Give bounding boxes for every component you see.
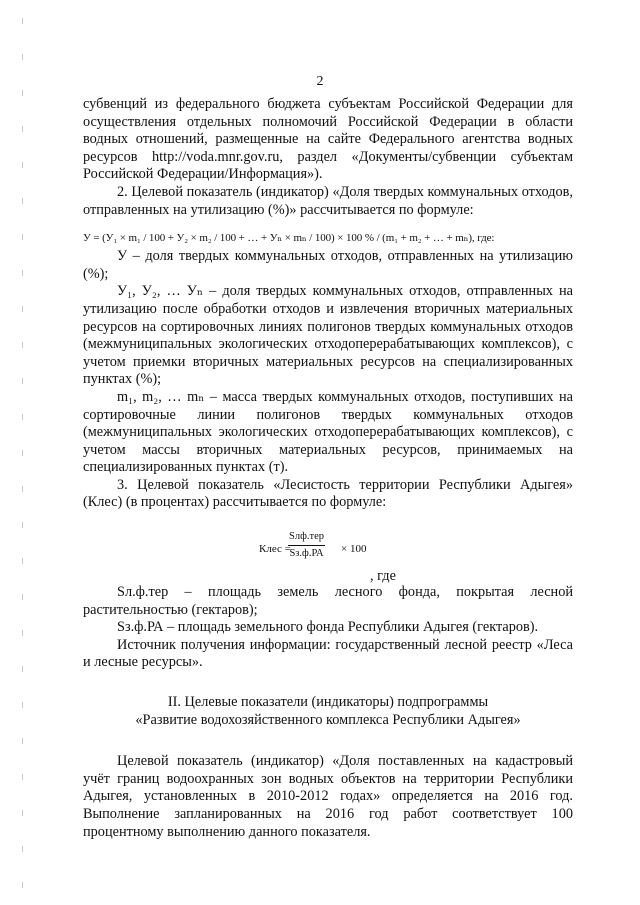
binding-margin-dashes bbox=[22, 0, 23, 905]
formula-forest-cover bbox=[83, 530, 573, 568]
formula-tail: , где bbox=[370, 568, 396, 585]
definition-land-area: Sз.ф.РА – площадь земельного фонда Республики Адыгея (гектаров). bbox=[117, 619, 539, 636]
paragraph-indicator-3: 3. Целевой показатель «Лесистость территории Республики Адыгея» (Клес) (в процентах) рассчитывается по формуле: bbox=[83, 476, 573, 511]
document-body bbox=[83, 96, 573, 841]
page-number: 2 bbox=[316, 74, 324, 89]
definition-u1-un: У₁, У₂, … Уₙ – доля твердых коммунальных отходов, отправленных на утилизацию после обработки отходов и извлечения вторичных материальных ресурсов на сортировочных линиях полигонов твердых коммунальных отходов (межмуниципальных экологических отходоперерабатывающих комплексов), с учетом приемки вторичных материальных ресурсов на специализированных пунктах (%); bbox=[83, 283, 573, 388]
paragraph-water-zones: Целевой показатель (индикатор) «Доля поставленных на кадастровый учёт границ водоохранных зон водных объектов на территории Республики Адыгея, установленных в 2010-2012 годах» определяется на 2016 год. Выполнение запланированных на 2016 год работ соответствует 100 процентному выполнению данного показателя. bbox=[83, 753, 573, 840]
definition-m1-mn: m₁, m₂, … mₙ – масса твердых коммунальных отходов, поступивших на сортировочные линии полигонов твердых коммунальных отходов (межмуниципальных экологических отходоперерабатывающих комплексов), с учетом массы вторичных материальных ресурсов, принимаемых на специализированных пунктах (т). bbox=[83, 388, 573, 476]
section-gap bbox=[83, 729, 573, 753]
definition-forest-area: Sл.ф.тер – площадь земель лесного фонда, покрытая лесной растительностью (гектаров); bbox=[83, 584, 573, 618]
paragraph-indicator-2: 2. Целевой показатель (индикатор) «Доля твердых коммунальных отходов, отправленных на утилизацию (%)» рассчитывается по формуле: bbox=[83, 183, 573, 218]
formula-rhs: × 100 bbox=[341, 543, 367, 556]
section-heading-line2: «Развитие водохозяйственного комплекса Республики Адыгея» bbox=[135, 711, 521, 728]
formula-waste-share: У = (У₁ × m₁ / 100 + У₂ × m₂ / 100 + … + Уₙ × mₙ / 100) × 100 % / (m₁ + m₂ + … + mₙ), где: bbox=[83, 232, 495, 245]
definition-u: У – доля твердых коммунальных отходов, отправленных на утилизацию (%); bbox=[83, 248, 573, 282]
section-heading-line1: II. Целевые показатели (индикаторы) подпрограммы bbox=[167, 694, 489, 711]
formula-denominator: Sз.ф.РА bbox=[289, 548, 324, 560]
formula-lhs: Клес = bbox=[259, 543, 291, 556]
formula-fraction bbox=[288, 530, 325, 561]
paragraph-source: Источник получения информации: государственный лесной реестр «Леса и лесные ресурсы». bbox=[83, 636, 573, 671]
paragraph-subventions: субвенций из федерального бюджета субъектам Российской Федерации для осуществления отдельных полномочий Российской Федерации в области водных отношений, размещенные на сайте Федерального агентства водных ресурсов http://voda.mnr.gov.ru, раздел «Документы/субвенции субъектам Российской Федерации/Информация»). bbox=[83, 96, 573, 183]
section-heading bbox=[83, 694, 573, 729]
formula-numerator: Sлф.тер bbox=[288, 530, 325, 546]
